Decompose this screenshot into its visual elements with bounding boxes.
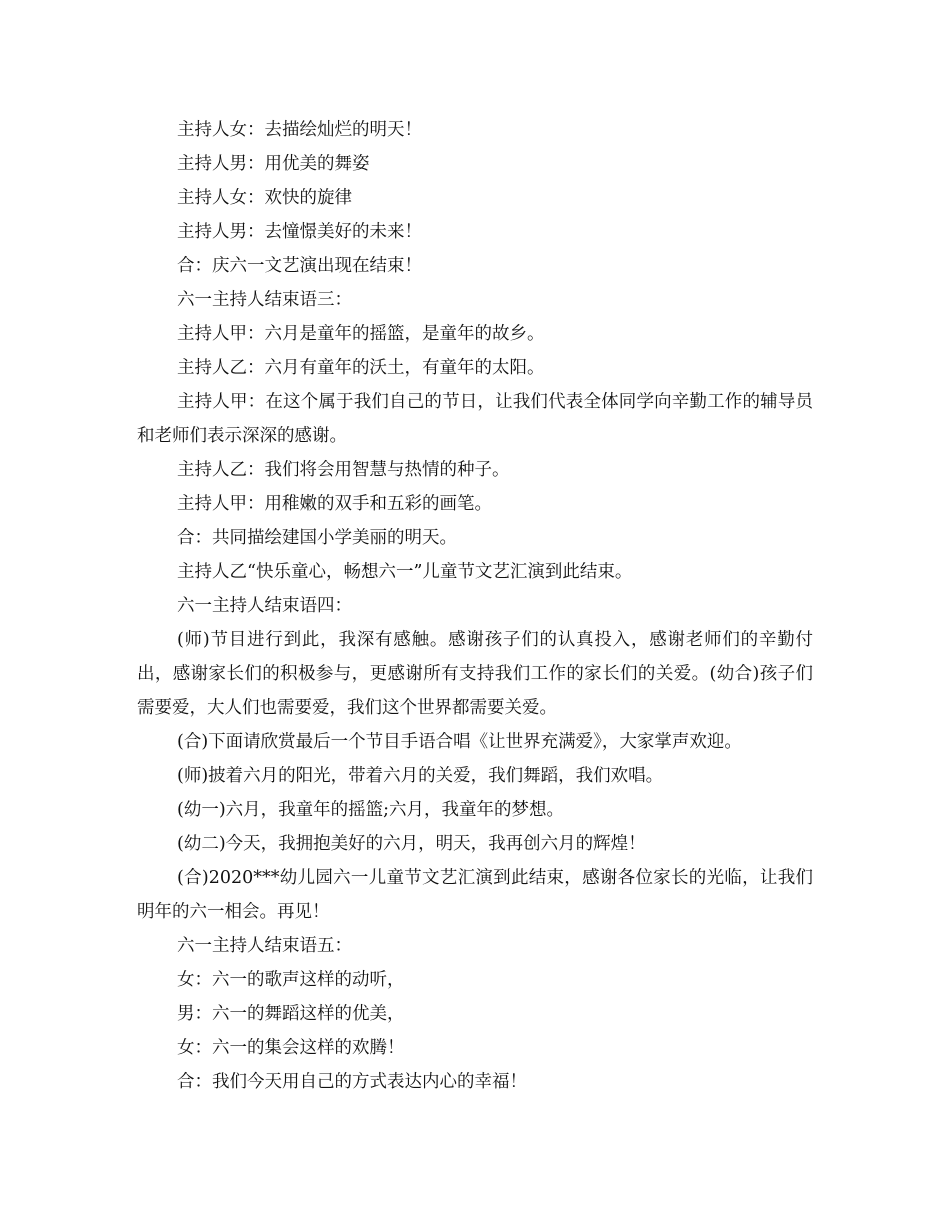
paragraph: 主持人女：欢快的旋律 <box>177 188 352 208</box>
paragraph: 主持人乙“快乐童心，畅想六一”儿童节文艺汇演到此结束。 <box>177 562 633 582</box>
paragraph: (合)2020***幼儿园六一儿童节文艺汇演到此结束，感谢各位家长的光临，让我们明年的六一相会。再见！ <box>137 868 813 922</box>
paragraph: 主持人男：用优美的舞姿 <box>177 154 370 174</box>
paragraph: 女：六一的集会这样的欢腾！ <box>177 1038 405 1058</box>
paragraph: 主持人女：去描绘灿烂的明天！ <box>177 120 422 140</box>
paragraph: 合：庆六一文艺演出现在结束！ <box>177 256 422 276</box>
section-heading: 六一主持人结束语四： <box>177 596 352 616</box>
paragraph: 合：共同描绘建国小学美丽的明天。 <box>177 528 457 548</box>
paragraph: 主持人男：去憧憬美好的未来！ <box>177 222 422 242</box>
section-heading: 六一主持人结束语五： <box>177 936 352 956</box>
paragraph: 男：六一的舞蹈这样的优美， <box>177 1004 405 1024</box>
paragraph: 主持人甲：用稚嫩的双手和五彩的画笔。 <box>177 494 492 514</box>
section-heading: 六一主持人结束语三： <box>177 290 352 310</box>
paragraph: 主持人甲：六月是童年的摇篮，是童年的故乡。 <box>177 324 545 344</box>
paragraph: (幼一)六月，我童年的摇篮;六月，我童年的梦想。 <box>177 800 565 820</box>
paragraph: 合：我们今天用自己的方式表达内心的幸福！ <box>177 1072 527 1092</box>
paragraph: 主持人甲：在这个属于我们自己的节日，让我们代表全体同学向辛勤工作的辅导员和老师们表示深深的感谢。 <box>137 392 813 446</box>
document-body <box>137 113 813 1099</box>
paragraph: 主持人乙：我们将会用智慧与热情的种子。 <box>177 460 510 480</box>
paragraph: (合)下面请欣赏最后一个节目手语合唱《让世界充满爱》，大家掌声欢迎。 <box>177 732 742 752</box>
paragraph: (师)披着六月的阳光，带着六月的关爱，我们舞蹈，我们欢唱。 <box>177 766 664 786</box>
paragraph: 女：六一的歌声这样的动听， <box>177 970 405 990</box>
paragraph: 主持人乙：六月有童年的沃土，有童年的太阳。 <box>177 358 545 378</box>
paragraph: (幼二)今天，我拥抱美好的六月，明天，我再创六月的辉煌！ <box>177 834 646 854</box>
paragraph: (师)节目进行到此，我深有感触。感谢孩子们的认真投入，感谢老师们的辛勤付出，感谢家长们的积极参与，更感谢所有支持我们工作的家长们的关爱。(幼合)孩子们需要爱，大人们也需要爱，我们这个世界都需要关爱。 <box>137 630 813 718</box>
